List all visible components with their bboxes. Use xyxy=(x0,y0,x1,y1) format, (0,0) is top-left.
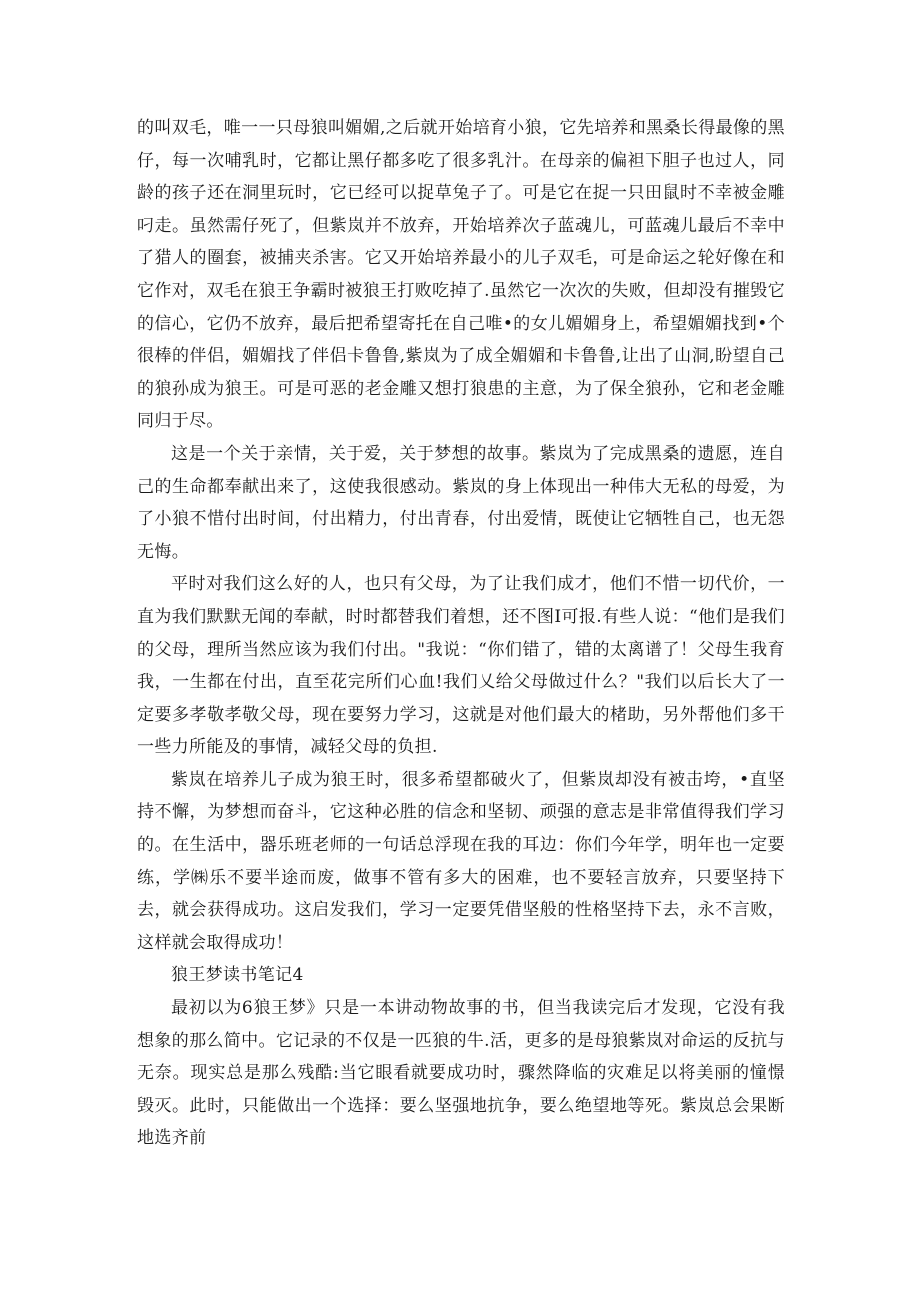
document-page xyxy=(137,112,785,1155)
paragraph-reflection-love: 这是一个关于亲情，关于爱，关于梦想的故事。紫岚为了完成黑桑的遗愿，连自己的生命都奉献出来了，这使我很感动。紫岚的身上体现出一种伟大无私的母爱，为了小狼不惜付出时间，付出精力，付出青春，付出爱情，既使让它牺牲自己，也无怨无悔。 xyxy=(137,443,785,562)
paragraph-parents: 平时对我们这么好的人，也只有父母，为了让我们成才，他们不惜一切代价，一直为我们默默无闻的奉献，时时都替我们着想，还不图I可报.有些人说：“他们是我们的父母，理所当然应该为我们付出。"我说：“你们错了，错的太离谱了！父母生我育我，一生都在付出，直至花完所们心血!我们乂给父母做过什么？"我们以后长大了一定要多孝敬孝敬父母，现在要努力学习，这就是对他们最大的楮助，另外帮他们多干一些力所能及的事情，减轻父母的负担. xyxy=(137,574,785,758)
section-heading: 狼王梦读书笔记4 xyxy=(171,965,304,986)
paragraph-perseverance: 紫岚在培养儿子成为狼王时，很多希望都破火了，但紫岚却没有被击垮，•直坚持不懈，为梦想而奋斗，它这种必胜的信念和坚韧、顽强的意志是非常值得我们学习的。在生活中，器乐班老师的一句话总浮现在我的耳边：你们今年学，明年也一定要练，学㈱乐不要半途而废，做事不管有多大的困难，也不要轻言放弃，只要坚持下去，就会获得成功。这启发我们，学习一定要凭借坚般的性格坚持下去，永不言败，这样就会取得成功！ xyxy=(137,769,785,953)
paragraph-note-4: 最初以为6狼王梦》只是一本讲动物故事的书，但当我读完后才发现，它没有我想象的那么简中。它记录的不仅是一匹狼的牛.活，更多的是母狼紫岚对命运的反抗与无奈。现实总是那么残酷:当它眼看就要成功时，骤然降临的灾难足以将美丽的憧憬毁灭。此时，只能做出一个选择：要么坚强地抗争，要么绝望地等死。紫岚总会果断地选齐前 xyxy=(137,998,785,1149)
paragraph-story-summary: 的叫双毛，唯一一只母狼叫媚媚,之后就开始培育小狼，它先培养和黑桑长得最像的黑仔，每一次哺乳时，它都让黑仔都多吃了很多乳汁。在母亲的偏袒下胆子也过人，同龄的孩子还在洞里玩时，它已经可以捉草兔子了。可是它在捉一只田鼠时不幸被金雕叼走。虽然需仔死了，但紫岚并不放弃，开始培养次子蓝魂儿，可蓝魂儿最后不幸中了猎人的圈套，被捕夹杀害。它又开始培养最小的儿子双毛，可是命运之轮好像在和它作对，双毛在狼王争霸时被狼王打败吃掉了.虽然它一次次的失败，但却没有摧毁它的信心，它仍不放弃，最后把希望寄托在自己唯•的女儿媚媚身上，希望媚媚找到•个很棒的伴侣，媚媚找了伴侣卡鲁鲁,紫岚为了成全媚媚和卡鲁鲁,让出了山洞,盼望自己的狼孙成为狼王。可是可恶的老金雕又想打狼患的主意，为了保全狼孙，它和老金雕同归于尽。 xyxy=(137,118,786,432)
